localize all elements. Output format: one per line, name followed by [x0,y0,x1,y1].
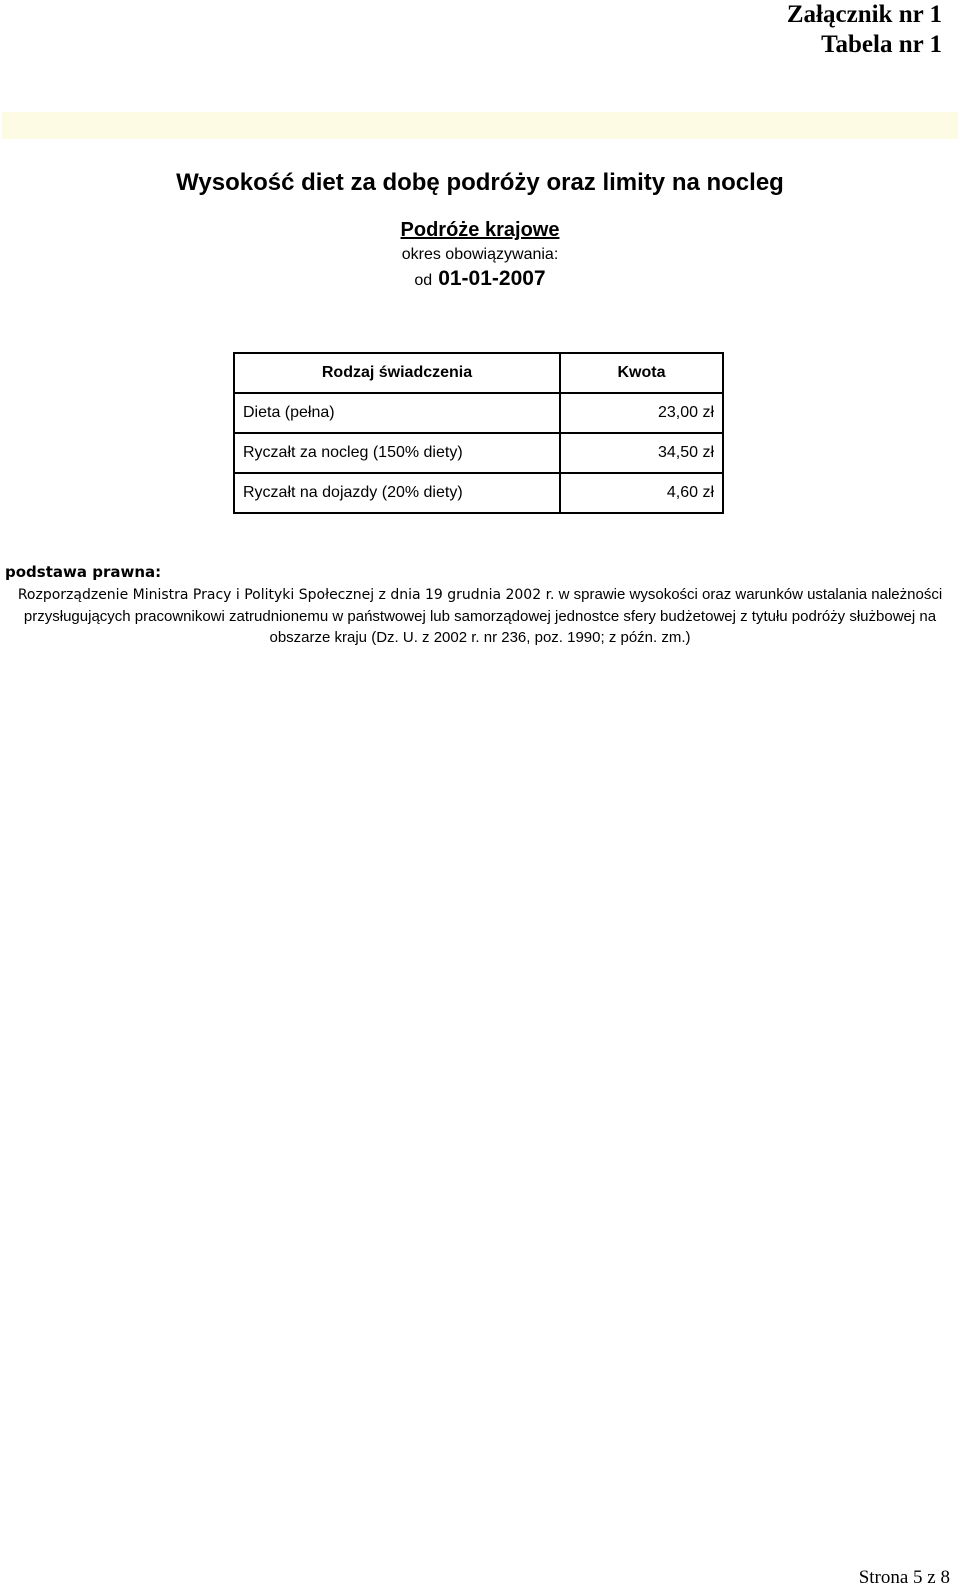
column-header-amount: Kwota [560,353,723,393]
column-header-benefit-type: Rodzaj świadczenia [234,353,560,393]
section-subtitle: Podróże krajowe [400,219,560,241]
attachment-label: Załącznik nr 1 [786,1,942,28]
table-row [234,433,723,473]
period-date [0,266,960,294]
benefit-amount: 4,60 zł [560,473,723,513]
benefit-name: Ryczałt za nocleg (150% diety) [234,433,560,473]
page-title: Wysokość diet za dobę podróży oraz limity na nocleg [176,169,784,196]
table-row [234,393,723,433]
benefit-name: Ryczałt na dojazdy (20% diety) [234,473,560,513]
period-label: okres obowiązywania: [401,246,559,263]
legal-basis-regulation: Rozporządzenie Ministra Pracy i Polityki Społecznej z dnia 19 grudnia 2002 r. [17,587,555,603]
rates-table [233,352,724,514]
table-number-label: Tabela nr 1 [821,31,942,58]
period-from-label: od [414,272,433,289]
table-header-row [234,353,723,393]
legal-basis-description: w sprawie wysokości oraz warunków ustalania należności przysługujących pracownikowi zatrudnionemu w państwowej lub samorządowej jednostce sfery budżetowej z tytułu podróży służbowej na obszarze kraju (Dz. U. z 2002 r. nr 236, poz. 1990; z późn. zm.) [23,586,943,646]
period-from-date: 01-01-2007 [438,267,546,290]
benefit-amount: 34,50 zł [560,433,723,473]
legal-basis-label: podstawa prawna: [5,563,162,581]
highlight-band [2,112,958,139]
page-number: Strona 5 z 8 [858,1567,950,1588]
table-row [234,473,723,513]
benefit-name: Dieta (pełna) [234,393,560,433]
document-header [787,0,942,60]
benefit-amount: 23,00 zł [560,393,723,433]
legal-basis-text [0,584,960,648]
